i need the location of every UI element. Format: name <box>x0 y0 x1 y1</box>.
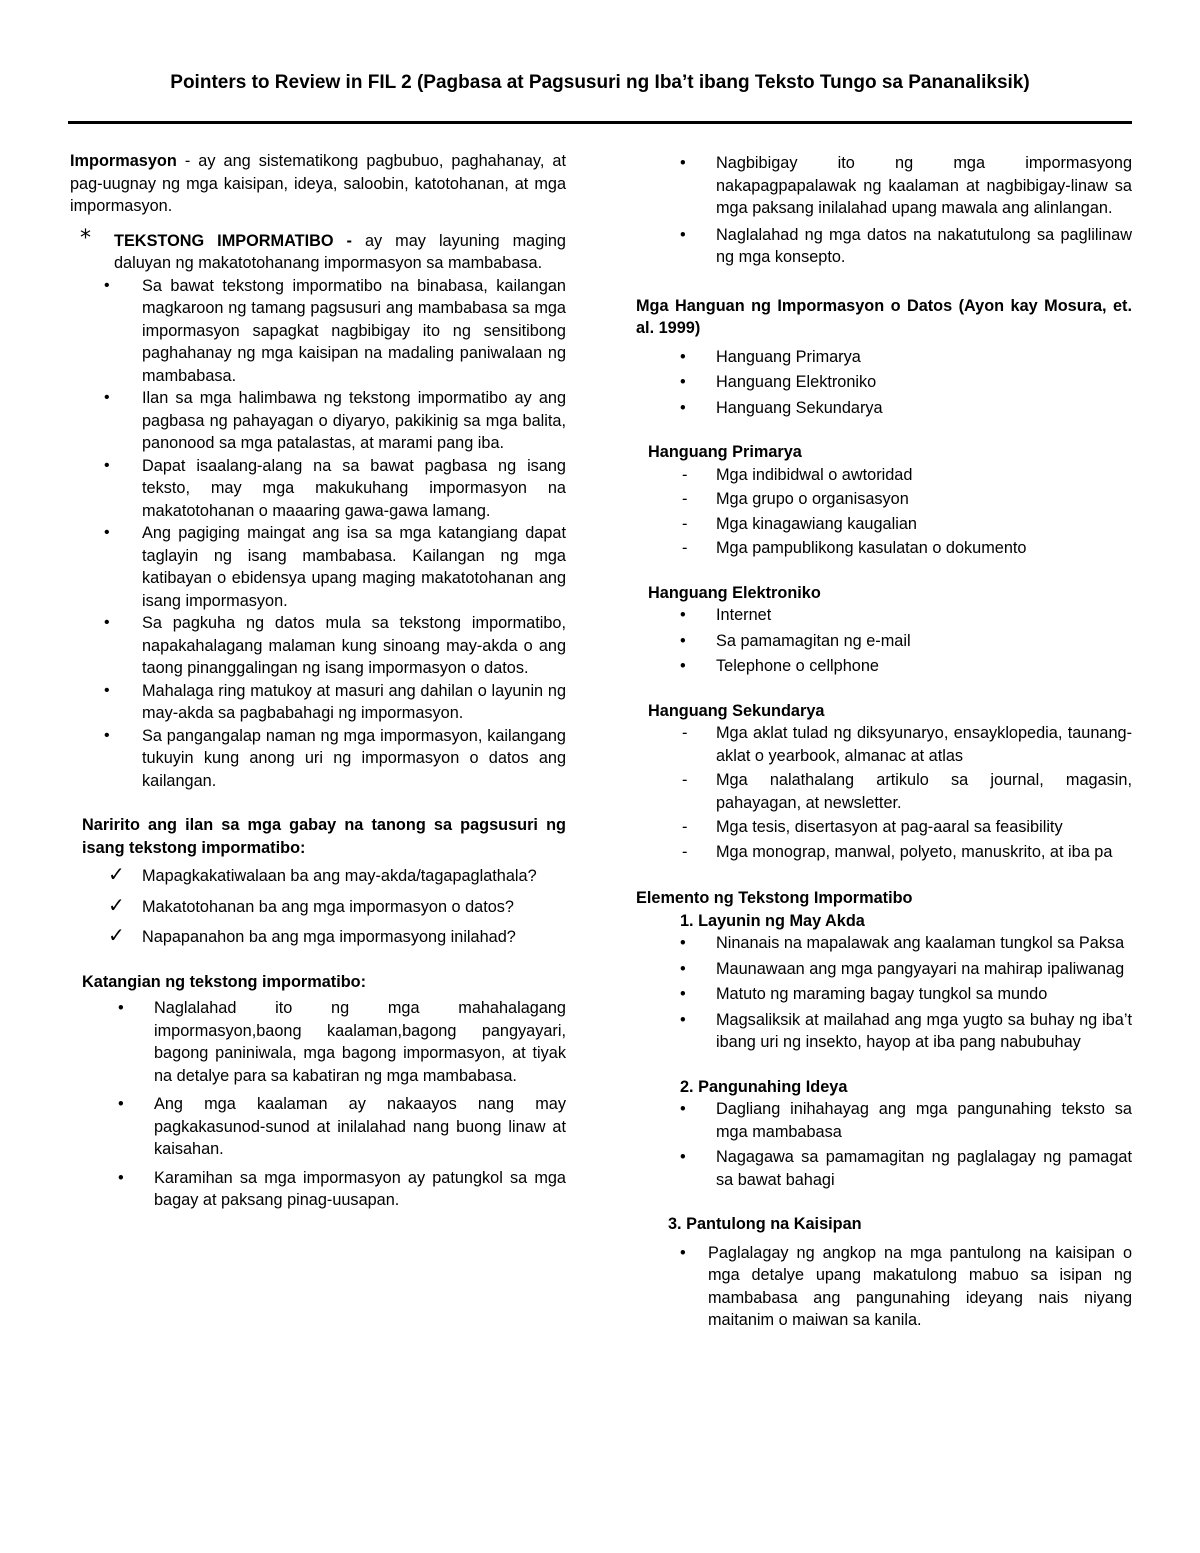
right-column <box>636 152 1132 1332</box>
tekstong-impormatibo-term: TEKSTONG IMPORMATIBO - <box>114 231 352 250</box>
hanguan-list <box>636 346 1132 420</box>
elektroniko-heading: Hanguang Elektroniko <box>648 583 821 602</box>
katangian-list <box>70 997 566 1212</box>
left-column <box>70 150 566 1212</box>
page-title: Pointers to Review in FIL 2 (Pagbasa at Pagsusuri ng Iba’t ibang Teksto Tungo sa Pananaliksik) <box>170 72 1030 93</box>
check-item: ✓ Napapanahon ba ang mga impormasyong inilahad? <box>70 926 566 949</box>
list-item: • Sa pagkuha ng datos mula sa tekstong impormatibo, napakahalagang malaman kung sinoang may-akda o ang taong pinanggalingan ng isang impormasyon o datos. <box>70 612 566 680</box>
ideya-list <box>636 1098 1132 1191</box>
list-item: - Mga pampublikong kasulatan o dokumento <box>636 537 1132 560</box>
continued-bullet-list <box>636 152 1132 269</box>
layunin-heading: 1. Layunin ng May Akda <box>680 911 865 930</box>
primarya-list <box>636 464 1132 560</box>
primarya-heading: Hanguang Primarya <box>648 443 802 461</box>
list-item: • Hanguang Primarya <box>636 346 1132 369</box>
definition-paragraph <box>70 150 566 218</box>
definition-text: - ay ang sistematikong pagbubuo, paghahanay, at pag-uugnay ng mga kaisipan, ideya, saloobin, katotohanan, at mga impormasyon. <box>70 152 566 215</box>
list-item: • Karamihan sa mga impormasyon ay patungkol sa mga bagay at paksang pinag-uusapan. <box>70 1167 566 1212</box>
tekstong-impormatibo-item <box>70 225 566 275</box>
check-item: ✓ Makatotohanan ba ang mga impormasyon o datos? <box>70 896 566 919</box>
layunin-list <box>636 932 1132 1054</box>
sekundarya-list <box>636 722 1132 863</box>
list-item: - Mga aklat tulad ng diksyunaryo, ensayklopedia, taunang-aklat o yearbook, almanac at atlas <box>636 722 1132 767</box>
list-item: - Mga monograp, manwal, polyeto, manuskrito, at iba pa <box>636 841 1132 864</box>
list-item: - Mga indibidwal o awtoridad <box>636 464 1132 487</box>
elemento-heading: Elemento ng Tekstong Impormatibo <box>636 889 913 907</box>
list-item: • Mahalaga ring matukoy at masuri ang dahilan o layunin ng may-akda sa pagbabahagi ng impormasyon. <box>70 680 566 725</box>
list-item: • Magsaliksik at mailahad ang mga yugto sa buhay ng iba’t ibang uri ng insekto, hayop at iba pang nabubuhay <box>636 1009 1132 1054</box>
list-item: • Sa bawat tekstong impormatibo na binabasa, kailangan magkaroon ng tamang pagsusuri ang mambabasa sa mga impormasyon sapagkat nagbibigay ito ng sensitibong paghahanay ng mga kaisipan na madaling paniwalaan ng mambabasa. <box>70 275 566 388</box>
list-item: • Sa pangangalap naman ng mga impormasyon, kailangang tukuyin kung anong uri ng impormasyon o datos ang kailangan. <box>70 725 566 793</box>
list-item: - Mga kinagawiang kaugalian <box>636 513 1132 536</box>
list-item: - Mga tesis, disertasyon at pag-aaral sa feasibility <box>636 816 1132 839</box>
list-item: • Ninanais na mapalawak ang kaalaman tungkol sa Paksa <box>636 932 1132 955</box>
list-item: • Maunawaan ang mga pangyayari na mahirap ipaliwanag <box>636 958 1132 981</box>
list-item: • Dagliang inihahayag ang mga pangunahing teksto sa mga mambabasa <box>636 1098 1132 1143</box>
impormatibo-bullet-list <box>70 275 566 793</box>
katangian-heading: Katangian ng tekstong impormatibo: <box>82 972 367 991</box>
pantulong-heading: 3. Pantulong na Kaisipan <box>668 1215 862 1233</box>
list-item: - Mga grupo o organisasyon <box>636 488 1132 511</box>
hanguan-heading: Mga Hanguan ng Impormasyon o Datos (Ayon kay Mosura, et. al. 1999) <box>636 296 1132 337</box>
list-item: • Ang pagiging maingat ang isa sa mga katangiang dapat taglayin ng isang mambabasa. Kailangan ng mga katibayan o ebidensya upang maging makatotohanan ang isang impormasyon. <box>70 522 566 612</box>
definition-term: Impormasyon <box>70 152 177 170</box>
list-item: • Hanguang Elektroniko <box>636 371 1132 394</box>
list-item: • Ang mga kaalaman ay nakaayos nang may pagkakasunod-sunod at inilalahad nang buong linaw at kaisahan. <box>70 1093 566 1161</box>
list-item: • Sa pamamagitan ng e-mail <box>636 630 1132 653</box>
asterisk-icon: * <box>80 225 91 251</box>
guide-heading: Naririto ang ilan sa mga gabay na tanong sa pagsusuri ng isang tekstong impormatibo: <box>82 816 566 857</box>
ideya-heading: 2. Pangunahing Ideya <box>680 1077 848 1096</box>
list-item: • Matuto ng maraming bagay tungkol sa mundo <box>636 983 1132 1006</box>
list-item: • Naglalahad ito ng mga mahahalagang impormasyon,baong kaalaman,bagong pangyayari, bagong paniniwala, mga bagong impormasyon, at tiyak na detalye para sa kabatiran ng mga mambabasa. <box>70 997 566 1087</box>
list-item: - Mga nalathalang artikulo sa journal, magasin, pahayagan, at newsletter. <box>636 769 1132 814</box>
list-item: • Nagbibigay ito ng mga impormasyong nakapagpapalawak ng kaalaman at nagbibigay-linaw sa mga paksang inilalahad upang mawala ang alinlangan. <box>636 152 1132 220</box>
elektroniko-list <box>636 604 1132 678</box>
sekundarya-heading: Hanguang Sekundarya <box>648 701 825 720</box>
list-item: • Internet <box>636 604 1132 627</box>
title-rule <box>68 121 1132 124</box>
guide-check-list <box>70 865 566 949</box>
pantulong-list <box>636 1242 1132 1332</box>
list-item: • Naglalahad ng mga datos na nakatutulong sa paglilinaw ng mga konsepto. <box>636 224 1132 269</box>
list-item: • Paglalagay ng angkop na mga pantulong na kaisipan o mga detalye upang makatulong mabuo sa isipan ng mambabasa ang pangunahing ideyang nais niyang maitanim o maiwan sa kanila. <box>636 1242 1132 1332</box>
list-item: • Ilan sa mga halimbawa ng tekstong impormatibo ay ang pagbasa ng pahayagan o diyaryo, pakikinig sa mga balita, panonood sa mga patalastas, at marami pang iba. <box>70 387 566 455</box>
list-item: • Dapat isaalang-alang na sa bawat pagbasa ng isang teksto, may mga makukuhang impormasyon na makatotohanan o maaaring gawa-gawa lamang. <box>70 455 566 523</box>
list-item: • Nagagawa sa pamamagitan ng paglalagay ng pamagat sa bawat bahagi <box>636 1146 1132 1191</box>
list-item: • Hanguang Sekundarya <box>636 397 1132 420</box>
list-item: • Telephone o cellphone <box>636 655 1132 678</box>
tekstong-impormatibo-text: ay may layuning maging daluyan ng makatotohanang impormasyon sa mambabasa. <box>114 231 566 272</box>
check-item: ✓ Mapagkakatiwalaan ba ang may-akda/tagapaglathala? <box>70 865 566 888</box>
